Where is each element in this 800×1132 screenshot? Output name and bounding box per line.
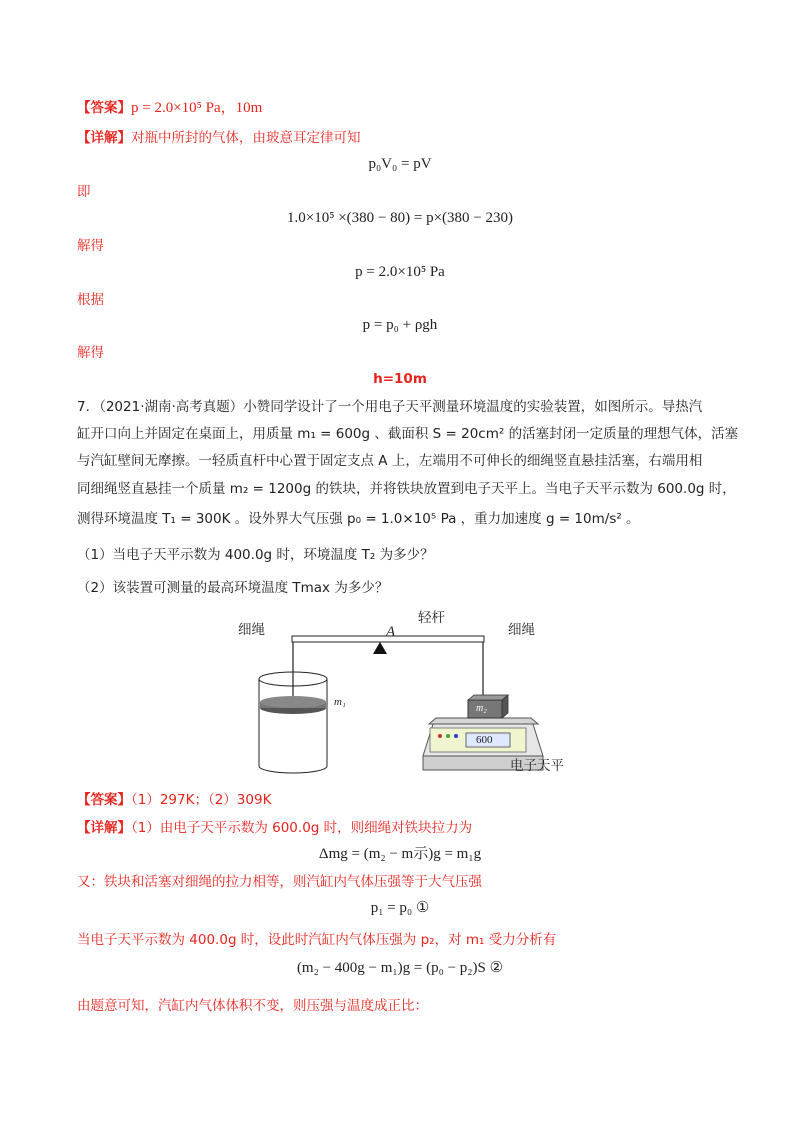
question-7-line-3: 与汽缸壁间无摩擦。一轻质直杆中心置于固定支点 A 上，左端用不可伸长的细绳竖直悬挂活塞，右端用相 [77, 453, 703, 469]
question-7-sub-1: （1）当电子天平示数为 400.0g 时，环境温度 T₂ 为多少？ [77, 547, 434, 563]
label-display: 600 [476, 734, 493, 746]
question-7-line-5: 测得环境温度 T₁ = 300K 。设外界大气压强 p₀ = 1.0×10⁵ Pa ，重力加速度 g = 10m/s² 。 [77, 511, 640, 527]
label-left-rope: 细绳 [238, 622, 265, 638]
word-jiede-1: 解得 [77, 238, 104, 254]
question-7-sub-2: （2）该装置可测量的最高环境温度 Tmax 为多少？ [77, 580, 389, 596]
question-7-line-2: 缸开口向上并固定在桌面上，用质量 m₁ = 600g 、截面积 S = 20cm² 的活塞封闭一定质量的理想气体，活塞 [77, 426, 739, 442]
answer-2-line [77, 790, 271, 810]
apparatus-figure [226, 606, 586, 786]
label-rod: 轻杆 [418, 610, 445, 626]
word-ji: 即 [77, 184, 91, 200]
answer-2-text: （1）297K；（2）309K [131, 792, 272, 808]
equation-5: h=10m [373, 371, 427, 387]
equation-8: (m₂ − 400g − m₁)g = (p₀ − p₂)S ② [296, 960, 504, 976]
line-you-2: 由题意可知，汽缸内气体体积不变，则压强与温度成正比： [77, 998, 428, 1014]
detail-label: 【详解】 [77, 130, 131, 146]
detail-text: 对瓶中所封的气体，由玻意耳定律可知 [131, 130, 361, 146]
pivot-support [373, 642, 387, 654]
detail-2-label: 【详解】 [77, 820, 131, 836]
label-block: m₂ [476, 703, 487, 714]
detail-line [77, 128, 361, 148]
answer-2-label: 【答案】 [77, 792, 131, 808]
answer-line [77, 98, 262, 118]
question-7-line-4: 同细绳竖直悬挂一个质量 m₂ = 1200g 的铁块，并将铁块放置到电子天平上。当电子天平示数为 600.0g 时， [77, 481, 736, 497]
label-right-rope: 细绳 [508, 622, 535, 638]
word-jiede-2: 解得 [77, 345, 104, 361]
line-you: 又：铁块和活塞对细绳的拉力相等，则汽缸内气体压强等于大气压强 [77, 874, 482, 890]
equation-4: p = p₀ + ρgh [362, 317, 438, 333]
label-piston: m₁ [334, 696, 346, 708]
label-balance: 电子天平 [510, 758, 564, 774]
equation-6: Δmg = (m₂ − m示)g = m₁g [318, 846, 482, 862]
label-pivot: A [386, 624, 396, 640]
answer-text: p = 2.0×10⁵ Pa，10m [131, 100, 263, 116]
answer-label: 【答案】 [77, 100, 131, 116]
line-dang: 当电子天平示数为 400.0g 时，设此时汽缸内气体压强为 p₂，对 m₁ 受力分析有 [77, 932, 557, 948]
word-genju: 根据 [77, 292, 104, 308]
question-7-line-1: 7．（2021·湖南·高考真题）小赞同学设计了一个用电子天平测量环境温度的实验装置，如图所示。导热汽 [77, 399, 703, 415]
equation-7: p₁ = p₀ ① [370, 900, 430, 916]
equation-3: p = 2.0×10⁵ Pa [355, 264, 445, 280]
equation-1: p₀V₀ = pV [368, 156, 432, 172]
detail-2-text: （1）由电子天平示数为 600.0g 时，则细绳对铁块拉力为 [131, 820, 473, 836]
cylinder-bottom [259, 766, 327, 773]
equation-2: 1.0×10⁵ ×(380 − 80) = p×(380 − 230) [287, 210, 513, 226]
detail-2-line [77, 818, 472, 838]
